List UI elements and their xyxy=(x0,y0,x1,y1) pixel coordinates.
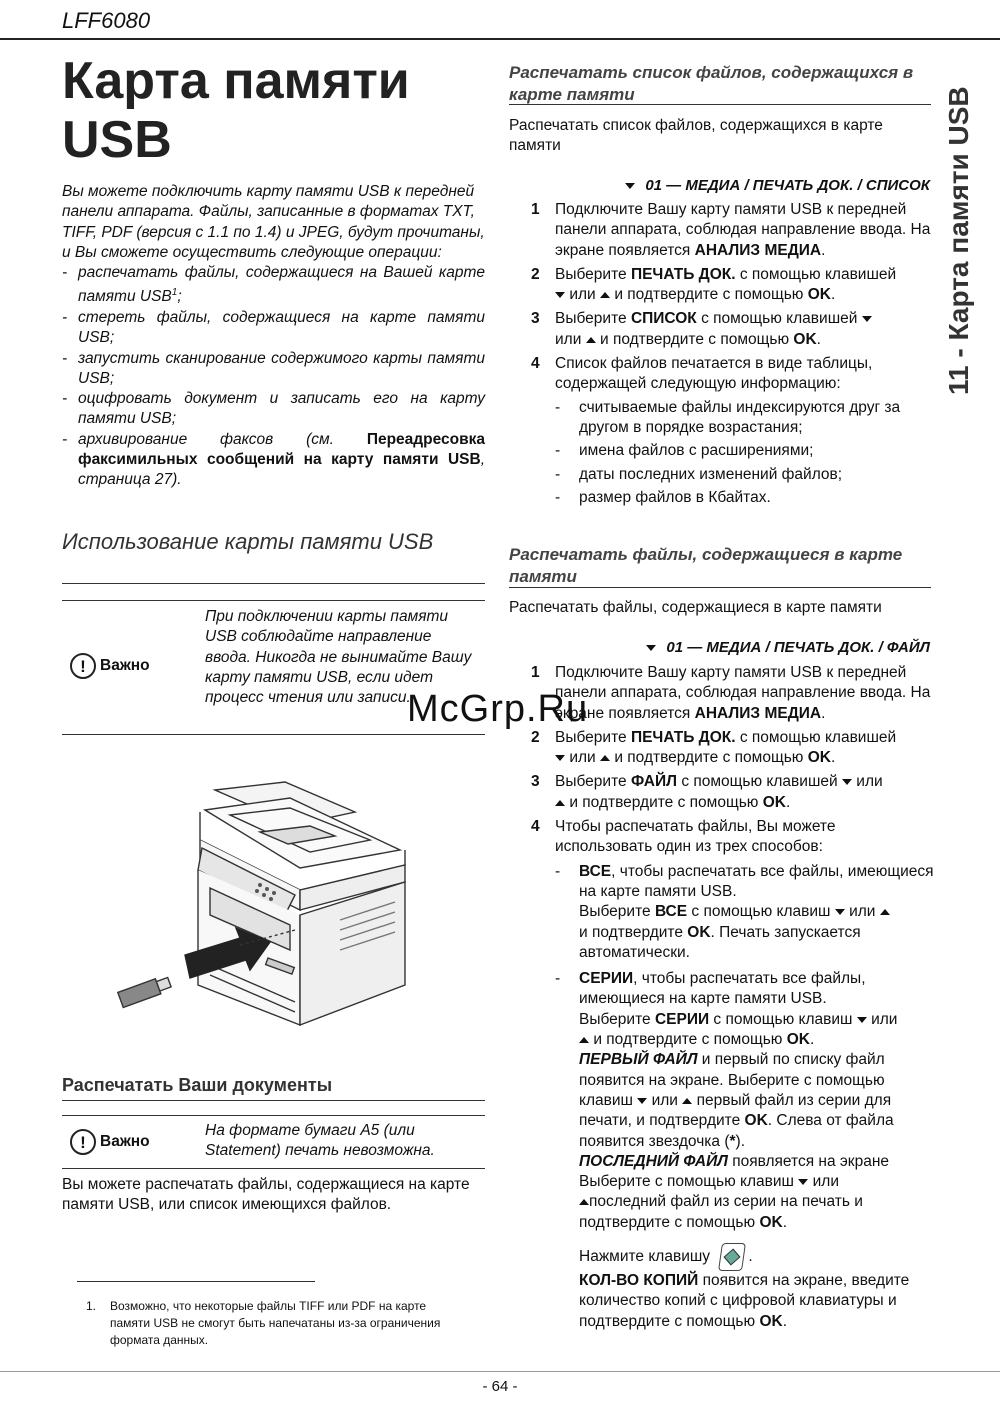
exclamation-icon: ! xyxy=(70,1129,96,1155)
intro-section xyxy=(62,182,485,491)
list-steps xyxy=(509,200,934,512)
footer-rule xyxy=(0,1371,1000,1372)
list-item: - даты последних изменений файлов; xyxy=(555,465,843,483)
up-arrow-icon xyxy=(579,1037,589,1043)
page-title-line1: Карта памяти xyxy=(62,52,410,110)
print-paragraph: Вы можете распечатать файлы, содержащиеся на карте памяти USB, или список имеющихся файлов. xyxy=(62,1176,470,1214)
chapter-side-title: 11 - Карта памяти USB xyxy=(943,86,974,395)
up-arrow-icon xyxy=(600,755,610,761)
down-arrow-icon xyxy=(637,1098,647,1104)
operations-list xyxy=(62,263,485,490)
down-arrow-icon xyxy=(555,755,565,761)
down-arrow-icon xyxy=(857,1017,867,1023)
down-arrow-icon xyxy=(646,645,656,651)
section-heading-use: Использование карты памяти USB xyxy=(62,529,434,554)
important-label: ! Важно xyxy=(70,653,150,679)
section-heading-list: Распечатать список файлов, содержащихся в карте памяти xyxy=(509,63,914,104)
list-item: - стереть файлы, содержащиеся на карте памяти USB; xyxy=(62,308,485,347)
step-3: 3 Выберите СПИСОК с помощью клавишей или и подтвердите с помощью OK. xyxy=(509,309,934,350)
list-item: - распечатать файлы, содержащиеся на Вашей карте памяти USB$^1$; xyxy=(62,264,485,306)
list-item: - оцифровать документ и записать его на карту памяти USB; xyxy=(62,390,485,428)
step-4: 4 Чтобы распечатать файлы, Вы можете использовать один из трех способов: - ВСЕ, чтобы распечатать все файлы, имеющиеся на карте памяти USB. Выберите ВСЕ с помощью клавиш или и подтвердите OK. Печать запускается автоматически. - СЕРИИ, чтобы распечатать все файлы, имеющиеся на карте памяти USB. Выберите СЕРИИ с помощью клавиш или и подтвердите с помощью OK. ПЕРВЫЙ ФАЙЛ и первый по списку файл появится на экране. Выберите с помощью клавиш или первый файл из серии для печати, и подтвердите OK. Слева от файла появится звездочка (*). ПОСЛЕДНИЙ ФАЙЛ появляется на экране Выберите с помощью клавиш или последний файл из серии на печать и подтвердите с помощью OK. Нажмите клавишу . КОЛ-ВО КОПИЙ появится на экране, введите количество копий с цифровой клавиатуры и подтвердите с помощью OK. xyxy=(509,817,934,1332)
exclamation-icon: ! xyxy=(70,653,96,679)
down-arrow-icon xyxy=(625,183,635,189)
heading-rule xyxy=(509,104,931,105)
heading-rule xyxy=(62,583,485,584)
down-arrow-icon xyxy=(862,316,872,322)
start-key-icon xyxy=(718,1243,746,1271)
down-arrow-icon xyxy=(555,292,565,298)
section-heading-files: Распечатать файлы, содержащиеся в карте памяти xyxy=(509,545,903,586)
list-intro: Распечатать список файлов, содержащихся в карте памяти xyxy=(509,117,883,155)
important-note-text: На формате бумаги A5 (или Statement) печать невозможна. xyxy=(205,1122,435,1160)
down-arrow-icon xyxy=(798,1179,808,1185)
option-series: - СЕРИИ, чтобы распечатать все файлы, имеющиеся на карте памяти USB. Выберите СЕРИИ с помощью клавиш или и подтвердите с помощью OK. ПЕРВЫЙ ФАЙЛ и первый по списку файл появится на экране. Выберите с помощью клавиш или первый файл из серии для печати, и подтвердите OK. Слева от файла появится звездочка (*). ПОСЛЕДНИЙ ФАЙЛ появляется на экране Выберите с помощью клавиш или последний файл из серии на печать и подтвердите с помощью OK. Нажмите клавишу . КОЛ-ВО КОПИЙ появится на экране, введите количество копий с цифровой клавиатуры и подтвердите с помощью OK. xyxy=(555,969,934,1332)
cross-reference-link[interactable]: Переадресовка факсимильных сообщений на карту памяти USB xyxy=(78,430,485,469)
up-arrow-icon xyxy=(555,800,565,806)
list-item: - имена файлов с расширениями; xyxy=(555,442,814,460)
step-3: 3 Выберите ФАЙЛ с помощью клавишей или и подтвердите с помощью OK. xyxy=(531,773,883,811)
up-arrow-icon xyxy=(682,1098,692,1104)
header-rule xyxy=(0,38,1000,40)
important-note-a5 xyxy=(62,1115,485,1169)
heading-rule xyxy=(62,1100,485,1101)
step-2: 2 Выберите ПЕЧАТЬ ДОК. с помощью клавишей или и подтвердите с помощью OK. xyxy=(531,728,897,767)
files-steps xyxy=(509,663,934,1336)
down-arrow-icon xyxy=(835,909,845,915)
menu-path-file: 01 — МЕДИА / ПЕЧАТЬ ДОК. / ФАЙЛ xyxy=(509,639,930,656)
step-1: 1 Подключите Вашу карту памяти USB к передней панели аппарата, соблюдая направление ввода. На экране появляется АНАЛИЗ МЕДИА. xyxy=(531,201,931,259)
list-item: - считываемые файлы индексируются друг за другом в порядке возрастания; xyxy=(555,398,901,436)
copies-line: КОЛ-ВО КОПИЙ появится на экране, введите количество копий с цифровой клавиатуры и подтвердите с помощью OK. xyxy=(579,1272,910,1330)
document-model: LFF6080 xyxy=(62,8,151,33)
up-arrow-icon xyxy=(579,1199,589,1205)
up-arrow-icon xyxy=(880,909,890,915)
heading-rule xyxy=(509,587,931,588)
printer-illustration xyxy=(110,770,430,1030)
page-title xyxy=(62,52,502,170)
footnote-rule xyxy=(77,1281,315,1282)
step-4: 4 Список файлов печатается в виде таблицы, содержащей следующую информацию: - считываемые файлы индексируются друг за другом в порядке возрастания; - имена файлов с расширениями; - даты последних изменений файлов; - размер файлов в Кбайтах. xyxy=(509,354,934,508)
important-note-text: При подключении карты памяти USB соблюдайте направление ввода. Никогда не вынимайте Вашу карту памяти USB, если идет процесс чтения или записи. xyxy=(205,608,472,707)
start-key-line: Нажмите клавишу . xyxy=(579,1243,934,1271)
step-1: 1 Подключите Вашу карту памяти USB к передней панели аппарата, соблюдая направление ввода. На экране появляется АНАЛИЗ МЕДИА. xyxy=(531,664,931,722)
step-2: 2 Выберите ПЕЧАТЬ ДОК. с помощью клавишей или и подтвердите с помощью OK. xyxy=(531,265,897,304)
option-all: - ВСЕ, чтобы распечатать все файлы, имеющиеся на карте памяти USB. Выберите ВСЕ с помощью клавиш или и подтвердите OK. Печать запускается автоматически. xyxy=(555,862,934,961)
up-arrow-icon xyxy=(600,292,610,298)
intro-text: Вы можете подключить карту памяти USB к передней панели аппарата. Файлы, записанные в форматах TXT, TIFF, PDF (версия с 1.1 по 1.4) и JPEG, будут прочитаны, и Вы сможете осуществить следующие операции: xyxy=(62,183,485,261)
down-arrow-icon xyxy=(842,779,852,785)
important-label: ! Важно xyxy=(70,1129,150,1155)
list-item: - размер файлов в Кбайтах. xyxy=(555,488,771,506)
menu-path-list: 01 — МЕДИА / ПЕЧАТЬ ДОК. / СПИСОК xyxy=(509,177,930,194)
up-arrow-icon xyxy=(586,337,596,343)
section-heading-print: Распечатать Ваши документы xyxy=(62,1075,333,1095)
watermark-text: McGrp.Ru xyxy=(407,688,589,730)
page-number: - 64 - xyxy=(482,1378,518,1395)
list-item: - архивирование факсов (см. Переадресовка факсимильных сообщений на карту памяти USB, страница 27). xyxy=(62,430,485,489)
files-intro: Распечатать файлы, содержащиеся в карте памяти xyxy=(509,599,882,616)
footnote: 1. Возможно, что некоторые файлы TIFF или PDF на карте памяти USB не смогут быть напечатаны из-за ограничения формата данных. xyxy=(86,1299,441,1347)
list-item: - запустить сканирование содержимого карты памяти USB; xyxy=(62,349,485,387)
page-title-line2: USB xyxy=(62,111,172,169)
